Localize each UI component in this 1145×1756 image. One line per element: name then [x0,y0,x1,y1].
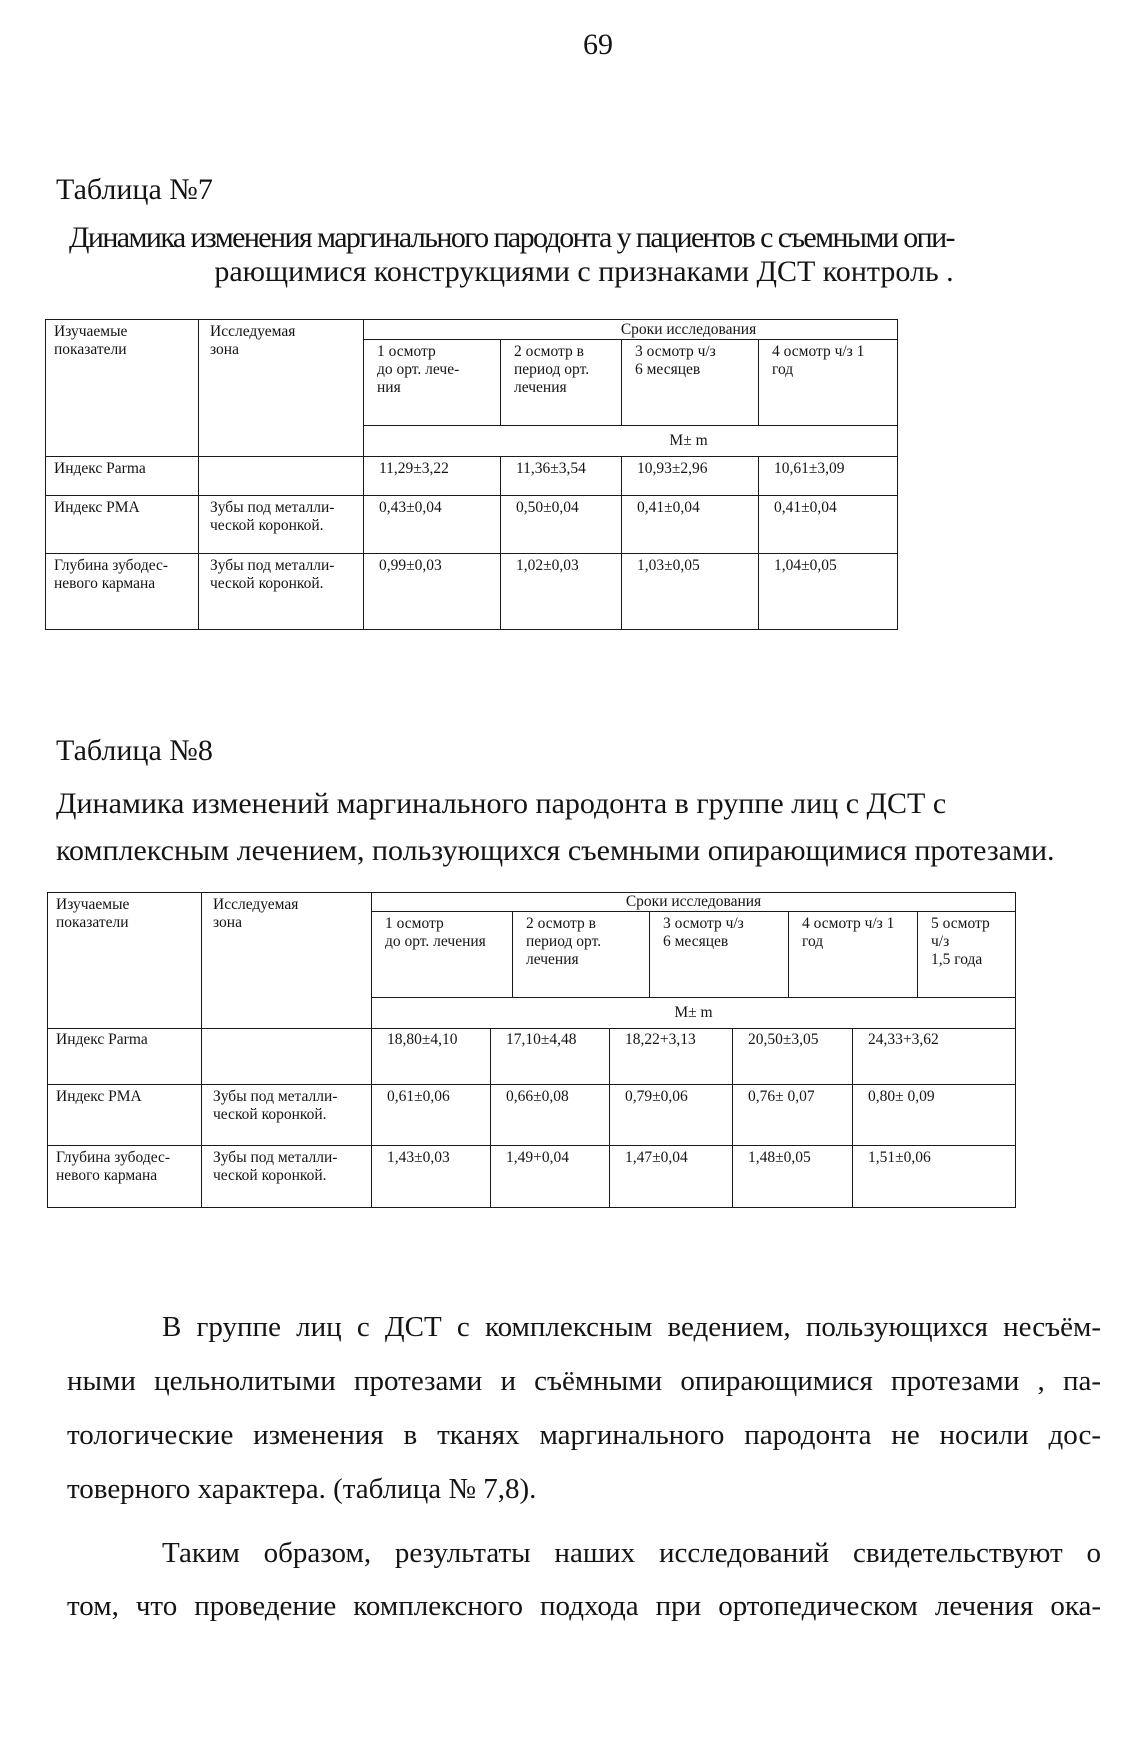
table-8-value: 0,79±0,06 [610,1084,733,1145]
table-7-value: 10,61±3,09 [759,457,898,496]
table-8-value: 1,48±0,05 [733,1145,853,1207]
table-8-label: Таблица №8 [56,734,213,767]
table-7-row-pma [46,496,898,554]
table-7-caption [69,221,1099,289]
table-8-header-row [48,893,1016,912]
table-8-value: 0,66±0,08 [491,1084,610,1145]
table-8-row-indicator: Индекс РМА [48,1084,202,1145]
table-8-header [47,892,1016,1029]
table-7-row-zone [199,457,364,496]
table-7-value: 0,41±0,04 [759,496,898,554]
table-7-header-stat: M± m [364,426,898,457]
caption-line: Динамика изменений маргинального пародонта в группе лиц с ДСТ с [56,787,947,820]
table-7-header-period-1: 1 осмотр до орт. лече- ния [364,340,501,426]
table-8-row-zone [202,1028,372,1084]
table-8-header-period-3: 3 осмотр ч/з 6 месяцев [650,912,789,998]
table-8-header-period-4: 4 осмотр ч/з 1 год [789,912,918,998]
table-8-value: 0,61±0,06 [372,1084,491,1145]
table-8-header-period-2: 2 осмотр в период орт. лечения [513,912,650,998]
table-8-value: 18,22+3,13 [610,1028,733,1084]
table-8-header-stat: M± m [372,998,1016,1029]
table-8-header-period-5: 5 осмотр ч/з 1,5 года [918,912,1016,998]
table-8-value: 1,49+0,04 [491,1145,610,1207]
table-7-header-zone: Исследуемая зона [199,320,364,457]
table-8-caption [56,780,1126,874]
paragraph-line: товерного характера. (таблица № 7,8). [67,1473,537,1505]
table-7-value: 10,93±2,96 [622,457,759,496]
table-7-row-pocket-depth [46,554,898,630]
caption-line: рающимися конструкциями с признаками ДСТ контроль . [214,255,954,288]
table-8-body [47,1028,1016,1208]
table-8-header-period-1: 1 осмотр до орт. лечения [372,912,513,998]
table-8-row-parma [48,1028,1016,1084]
table-7-row-indicator: Индекс РМА [46,496,199,554]
table-8-value: 0,76± 0,07 [733,1084,853,1145]
caption-line: комплексным лечением, пользующихся съемными опирающимися протезами. [56,834,1055,867]
table-8-value: 1,51±0,06 [853,1145,1016,1207]
table-8-header-zone: Исследуемая зона [202,893,372,1029]
table-8-value: 17,10±4,48 [491,1028,610,1084]
table-7-header-row [46,320,898,340]
table-7-label: Таблица №7 [56,173,213,206]
table-8-row-indicator: Глубина зубодес- невого кармана [48,1145,202,1207]
table-7-header-periods-title: Сроки исследования [364,320,898,340]
table-8-value: 0,80± 0,09 [853,1084,1016,1145]
paragraph-line: том, что проведение комплексного подхода при ортопедическом лечения ока- [67,1590,1101,1622]
table-8-value: 1,47±0,04 [610,1145,733,1207]
table-8-header-indicator: Изучаемые показатели [48,893,202,1029]
table-8-value: 24,33+3,62 [853,1028,1016,1084]
table-7-row-indicator: Глубина зубодес- невого кармана [46,554,199,630]
table-8-header-periods-title: Сроки исследования [372,893,1016,912]
table-8-value: 18,80±4,10 [372,1028,491,1084]
table-7-header-indicator: Изучаемые показатели [46,320,199,457]
table-7-value: 11,29±3,22 [364,457,501,496]
table-8-row-zone: Зубы под металли- ческой коронкой. [202,1145,372,1207]
table-7-row-indicator: Индекс Parma [46,457,199,496]
table-7-value: 1,03±0,05 [622,554,759,630]
table-7-header-period-4: 4 осмотр ч/з 1 год [759,340,898,426]
table-7-value: 0,43±0,04 [364,496,501,554]
caption-line: Динамика изменения маргинального пародонта у пациентов с съемными опи- [69,221,954,254]
table-7-value: 0,99±0,03 [364,554,501,630]
paragraph-2 [67,1527,1101,1633]
table-8-row-indicator: Индекс Parma [48,1028,202,1084]
table-8-value: 1,43±0,03 [372,1145,491,1207]
table-7 [45,319,898,630]
table-8-row-pma [48,1084,1016,1145]
table-7-header-period-2: 2 осмотр в период орт. лечения [501,340,622,426]
table-8-value: 20,50±3,05 [733,1028,853,1084]
paragraph-line: В группе лиц с ДСТ с комплексным ведением, пользующихся несъём- [162,1311,1101,1343]
table-7-row-parma [46,457,898,496]
table-7-value: 0,50±0,04 [501,496,622,554]
table-7-value: 1,04±0,05 [759,554,898,630]
table-7-value: 0,41±0,04 [622,496,759,554]
page-number: 69 [583,28,613,61]
paragraph-line: тологические изменения в тканях маргинального пародонта не носили дос- [67,1419,1101,1451]
table-7-row-zone: Зубы под металли- ческой коронкой. [199,496,364,554]
table-7-row-zone: Зубы под металли- ческой коронкой. [199,554,364,630]
table-7-value: 11,36±3,54 [501,457,622,496]
paragraph-1 [67,1300,1101,1516]
table-8-row-zone: Зубы под металли- ческой коронкой. [202,1084,372,1145]
table-7-header-period-3: 3 осмотр ч/з 6 месяцев [622,340,759,426]
paragraph-line: Таким образом, результаты наших исследований свидетельствуют о [162,1537,1101,1569]
paragraph-line: ными цельнолитыми протезами и съёмными опирающимися протезами , па- [67,1365,1101,1397]
table-7-value: 1,02±0,03 [501,554,622,630]
table-8-row-pocket-depth [48,1145,1016,1207]
